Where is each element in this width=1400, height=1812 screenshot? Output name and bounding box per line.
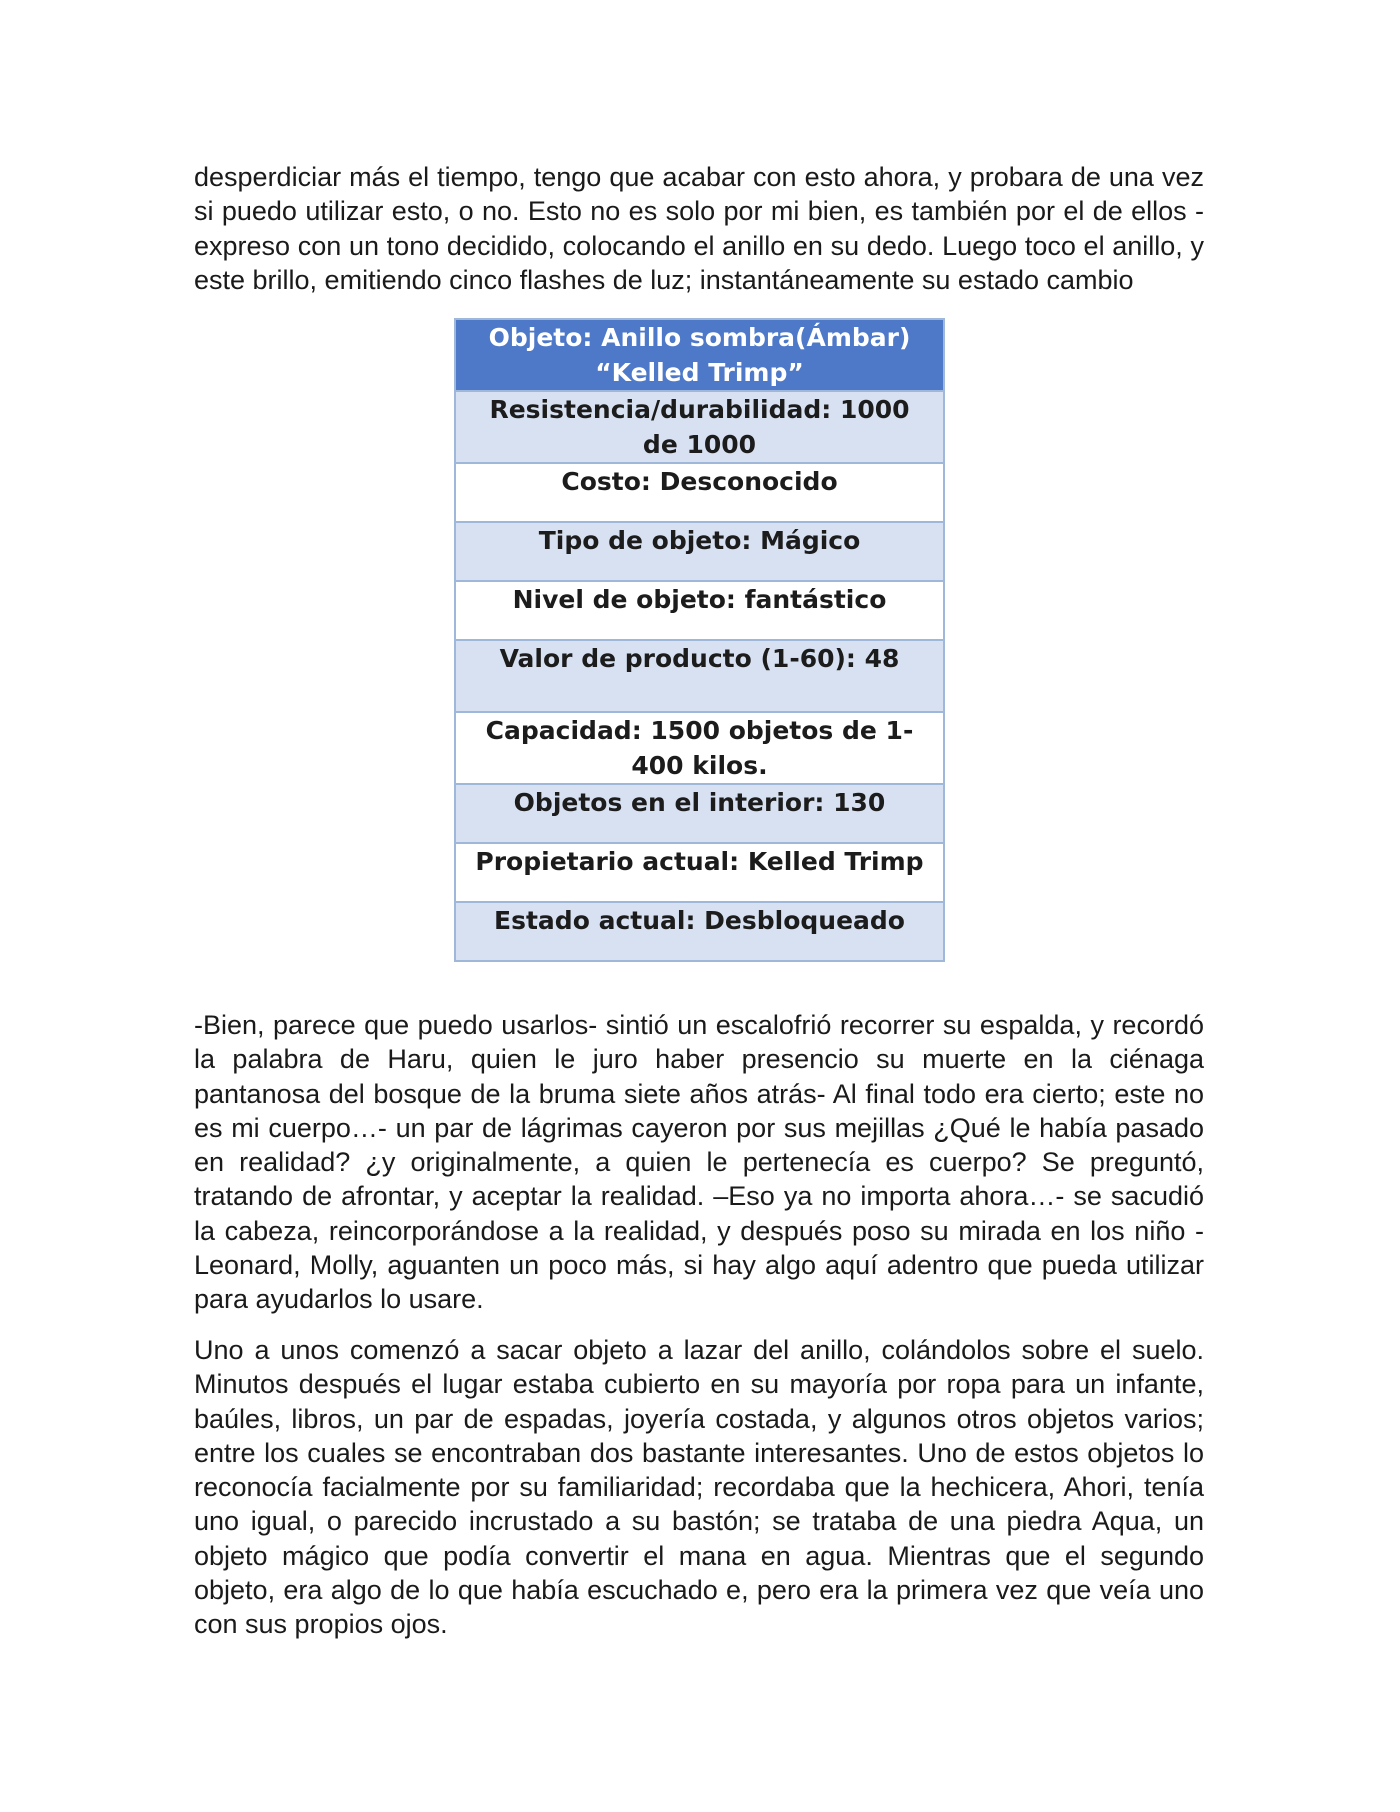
item-status-table: [454, 318, 945, 962]
table-header-row: [455, 319, 944, 391]
table-row: [455, 463, 944, 522]
status-cell: Estado actual: Desbloqueado: [455, 902, 944, 961]
table-row: [455, 391, 944, 463]
table-row: [455, 640, 944, 712]
item-title-cell: Objeto: Anillo sombra(Ámbar) “Kelled Trimp”: [455, 319, 944, 391]
paragraph-objects: Uno a unos comenzó a sacar objeto a lazar del anillo, colándolos sobre el suelo. Minutos después el lugar estaba cubierto en su mayoría por ropa para un infante, baúles, libros, un par de espadas, joyería costada, y algunos otros objetos varios; entre los cuales se encontraban dos bastante interesantes. Uno de estos objetos lo reconocía facialmente por su familiaridad; recordaba que la hechicera, Ahori, tenía uno igual, o parecido incrustado a su bastón; se trataba de una piedra Aqua, un objeto mágico que podía convertir el mana en agua. Mientras que el segundo objeto, era algo de lo que había escuchado e, pero era la primera vez que veía uno con sus propios ojos.: [194, 1335, 1204, 1640]
durability-cell: Resistencia/durabilidad: 1000 de 1000: [455, 391, 944, 463]
capacity-cell: Capacidad: 1500 objetos de 1-400 kilos.: [455, 712, 944, 784]
table-row: [455, 784, 944, 843]
paragraph-realization: -Bien, parece que puedo usarlos- sintió un escalofrió recorrer su espalda, y recordó la palabra de Haru, quien le juro haber presencio su muerte en la ciénaga pantanosa del bosque de la bruma siete años atrás- Al final todo era cierto; este no es mi cuerpo…- un par de lágrimas cayeron por sus mejillas ¿Qué le había pasado en realidad? ¿y originalmente, a quien le pertenecía es cuerpo? Se preguntó, tratando de afrontar, y aceptar la realidad. –Eso ya no importa ahora…- se sacudió la cabeza, reincorporándose a la realidad, y después poso su mirada en los niño - Leonard, Molly, aguanten un poco más, si hay algo aquí adentro que pueda utilizar para ayudarlos lo usare.: [194, 1010, 1204, 1315]
paragraph-intro: desperdiciar más el tiempo, tengo que acabar con esto ahora, y probara de una vez si puedo utilizar esto, o no. Esto no es solo por mi bien, es también por el de ellos - expreso con un tono decidido, colocando el anillo en su dedo. Luego toco el anillo, y este brillo, emitiendo cinco flashes de luz; instantáneamente su estado cambio: [194, 162, 1204, 295]
table-row: [455, 581, 944, 640]
owner-cell: Propietario actual: Kelled Trimp: [455, 843, 944, 902]
table-row: [455, 712, 944, 784]
cost-cell: Costo: Desconocido: [455, 463, 944, 522]
product-value-cell: Valor de producto (1-60): 48: [455, 640, 944, 712]
table-row: [455, 902, 944, 961]
inner-objects-cell: Objetos en el interior: 130: [455, 784, 944, 843]
item-type-cell: Tipo de objeto: Mágico: [455, 522, 944, 581]
table-row: [455, 843, 944, 902]
table-row: [455, 522, 944, 581]
item-level-cell: Nivel de objeto: fantástico: [455, 581, 944, 640]
